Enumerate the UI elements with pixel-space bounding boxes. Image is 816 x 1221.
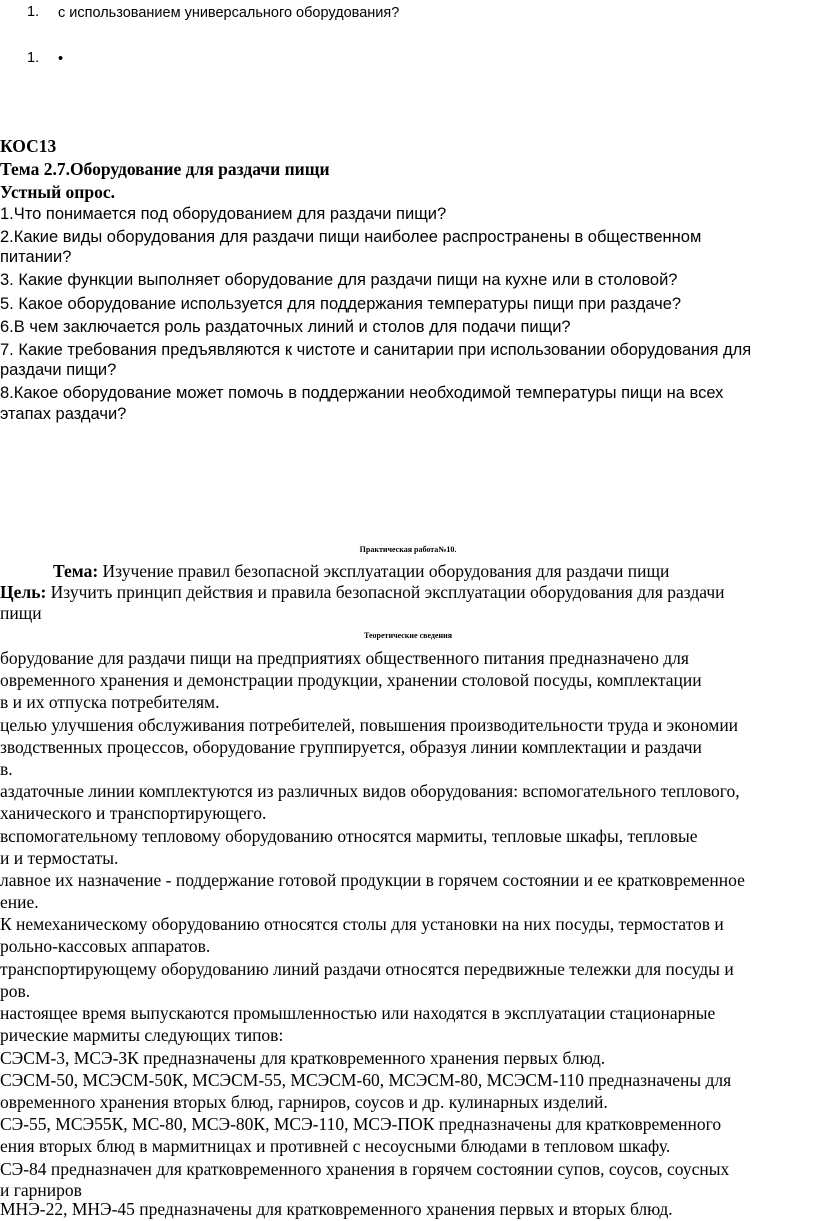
- theory-line: рольно-кассовых аппаратов.: [0, 936, 211, 956]
- question-line: 2.Какие виды оборудования для раздачи пищи наиболее распространены в общественном: [0, 228, 702, 246]
- list-item-text: с использованием универсального оборудования?: [58, 5, 400, 21]
- question-line: 7. Какие требования предъявляются к чистоте и санитарии при использовании оборудования для: [0, 341, 752, 359]
- theory-line: в.: [0, 759, 13, 779]
- theory-line: ение.: [0, 892, 39, 912]
- theory-line: овременного хранения и демонстрации продукции, хранении столовой посуды, комплектации: [0, 670, 702, 690]
- practical-goal: [0, 582, 725, 603]
- list-number: 1.: [27, 50, 40, 66]
- topic-text: Изучение правил безопасной эксплуатации оборудования для раздачи пищи: [98, 561, 670, 581]
- theory-line: аздаточные линии комплектуются из различных видов оборудования: вспомогательного теплового,: [0, 781, 740, 801]
- question-line: 5. Какое оборудование используется для поддержания температуры пищи при раздаче?: [0, 295, 682, 313]
- kos-mode: Устный опрос.: [0, 182, 115, 202]
- theory-line: целью улучшения обслуживания потребителей, повышения производительности труда и экономии: [0, 715, 739, 735]
- theory-line: ров.: [0, 981, 31, 1001]
- theory-line: СЭСМ-3, МСЭ-ЗК предназначены для кратковременного хранения первых блюд.: [0, 1048, 606, 1068]
- theory-line: СЭ-55, МСЭ55К, МС-80, МСЭ-80К, МСЭ-110, МСЭ-ПОК предназначены для кратковременного: [0, 1114, 722, 1134]
- theory-title: Теоретические сведения: [363, 631, 453, 640]
- goal-label: Цель:: [0, 582, 47, 602]
- theory-line: борудование для раздачи пищи на предприятиях общественного питания предназначено для: [0, 648, 689, 668]
- topic-label: Тема:: [53, 561, 99, 581]
- theory-line: МНЭ-22, МНЭ-45 предназначены для кратковременного хранения первых и вторых блюд.: [0, 1199, 673, 1219]
- question-line: 6.В чем заключается роль раздаточных линий и столов для подачи пищи?: [0, 318, 571, 336]
- question-line: 8.Какое оборудование может помочь в поддержании необходимой температуры пищи на всех: [0, 384, 724, 402]
- goal-text: Изучить принцип действия и правила безопасной эксплуатации оборудования для раздачи: [46, 582, 725, 602]
- list-bullet: •: [58, 51, 64, 67]
- theory-line: ханического и транспортирующего.: [0, 803, 267, 823]
- theory-line: лавное их назначение - поддержание готовой продукции в горячем состоянии и ее кратковременное: [0, 870, 745, 890]
- question-line: 1.Что понимается под оборудованием для раздачи пищи?: [0, 205, 447, 223]
- theory-line: вспомогательному тепловому оборудованию относятся мармиты, тепловые шкафы, тепловые: [0, 826, 698, 846]
- question-line: 3. Какие функции выполняет оборудование для раздачи пищи на кухне или в столовой?: [0, 271, 678, 289]
- kos-topic: Тема 2.7.Оборудование для раздачи пищи: [0, 159, 330, 179]
- theory-line: и гарниров: [0, 1180, 82, 1200]
- theory-line: в и их отпуска потребителям.: [0, 692, 220, 712]
- theory-line: К немеханическому оборудованию относятся столы для установки на них посуды, термостатов и: [0, 914, 724, 934]
- theory-line: СЭ-84 предназначен для кратковременного хранения в горячем состоянии супов, соусов, соусных: [0, 1159, 730, 1179]
- practical-title: Практическая работа№10.: [359, 545, 457, 554]
- kos-code: КОС13: [0, 136, 57, 156]
- theory-line: СЭСМ-50, МСЭСМ-50К, МСЭСМ-55, МСЭСМ-60, МСЭСМ-80, МСЭСМ-110 предназначены для: [0, 1070, 732, 1090]
- theory-line: овременного хранения вторых блюд, гарниров, соусов и др. кулинарных изделий.: [0, 1092, 608, 1112]
- theory-line: настоящее время выпускаются промышленностью или находятся в эксплуатации стационарные: [0, 1003, 716, 1023]
- practical-goal-cont: пищи: [0, 603, 42, 623]
- theory-line: и и термостаты.: [0, 848, 119, 868]
- practical-topic: [53, 561, 669, 582]
- theory-line: рические мармиты следующих типов:: [0, 1025, 284, 1045]
- list-number: 1.: [27, 4, 40, 20]
- theory-line: ения вторых блюд в мармитницах и противней с несоусными блюдами в тепловом шкафу.: [0, 1136, 671, 1156]
- question-line: питании?: [0, 248, 72, 266]
- question-line: раздачи пищи?: [0, 361, 117, 379]
- theory-line: зводственных процессов, оборудование группируется, образуя линии комплектации и раздачи: [0, 737, 702, 757]
- theory-line: транспортирующему оборудованию линий раздачи относятся передвижные тележки для посуды и: [0, 959, 734, 979]
- question-line: этапах раздачи?: [0, 405, 127, 423]
